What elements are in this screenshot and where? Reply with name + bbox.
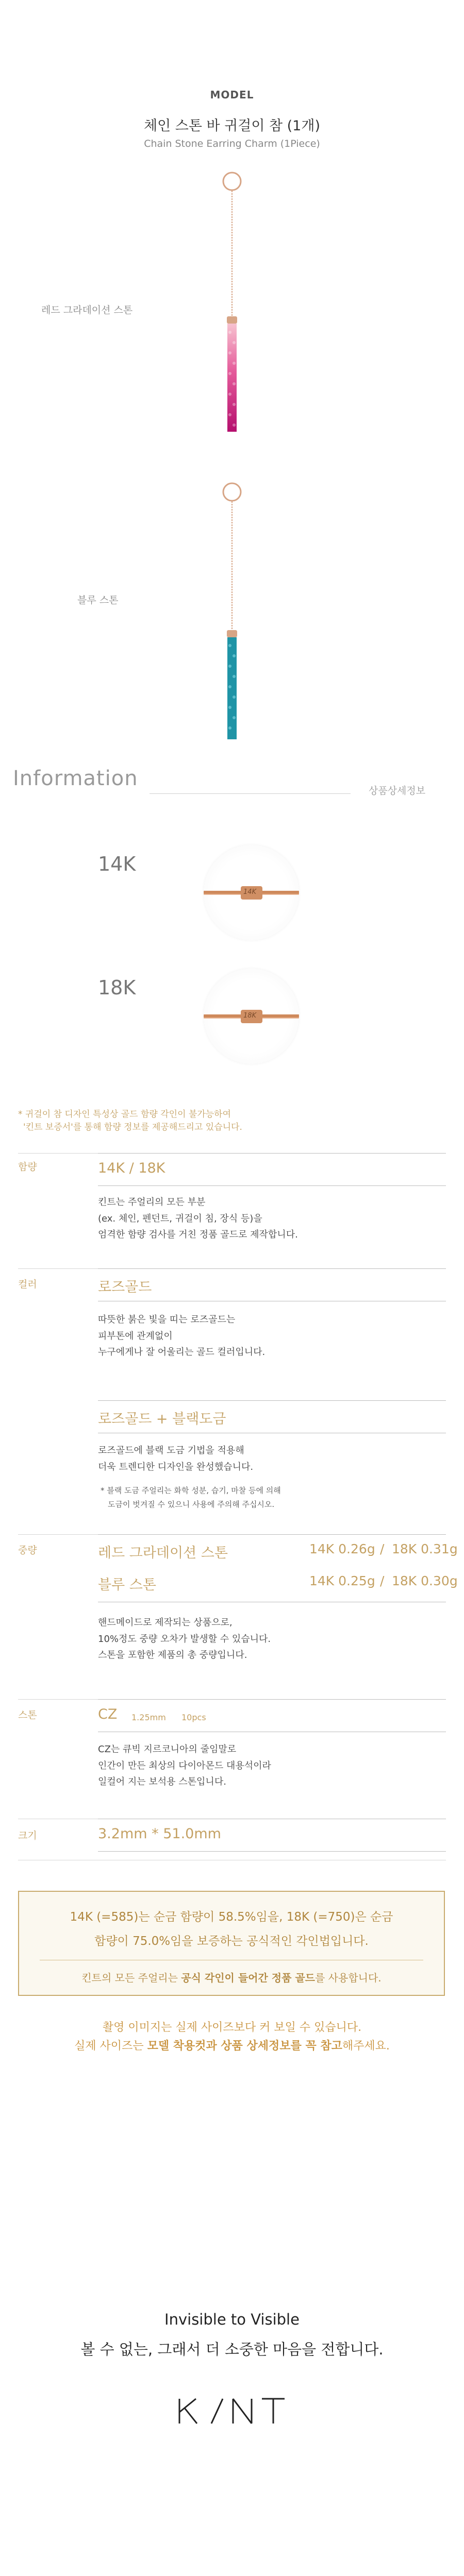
spec-color-black-note: * 블랙 도금 주얼리는 화학 성분, 습기, 마찰 등에 의해 도금이 벗겨질 수 있으니 사용에 주의해 주십시오.	[101, 1486, 281, 1509]
guarantee-line2: 함량이 75.0%임을 보증하는 공식적인 각인법입니다.	[94, 1935, 369, 1948]
information-title-rule	[150, 793, 351, 794]
engraving-notice-line2: '킨트 보증서'를 통해 함량 정보를 제공해드리고 있습니다.	[23, 1122, 242, 1132]
spec-weight-name: 블루 스톤	[98, 1577, 156, 1593]
spec-stone-value: CZ	[98, 1706, 118, 1722]
spec-label-size: 크기	[18, 1830, 37, 1841]
variant-label-red: 레드 그라데이션 스톤	[41, 304, 133, 316]
guarantee-box	[18, 1891, 445, 1996]
spec-weight-sep: /	[380, 1541, 385, 1556]
spec-color-description: 따뜻한 붉은 빛을 띠는 로즈골드는 피부톤에 관계없이 누구에게나 잘 어울리는 골드 컬러입니다.	[98, 1314, 266, 1358]
spec-stone-count: 10pcs	[181, 1713, 206, 1722]
earring-blue-image	[196, 471, 268, 739]
spec-label-weight: 중량	[18, 1545, 37, 1556]
karat-14-stamp: 14K	[243, 888, 257, 896]
spec-color-value-rosegold: 로즈골드	[98, 1279, 152, 1295]
spec-weight-14k: 14K 0.26g	[309, 1541, 375, 1556]
tagline-en: Invisible to Visible	[164, 2311, 300, 2328]
spec-stone-size: 1.25mm	[131, 1713, 166, 1722]
spec-weight-name: 레드 그라데이션 스톤	[98, 1545, 228, 1561]
product-title-en: Chain Stone Earring Charm (1Piece)	[144, 138, 320, 149]
photo-notice-line2: 실제 사이즈는 모델 착용컷과 상품 상세정보를 꼭 참고해주세요.	[74, 2040, 390, 2053]
tagline-ko: 볼 수 없는, 그래서 더 소중한 마음을 전합니다.	[80, 2341, 384, 2358]
spec-label-color: 컬러	[18, 1279, 37, 1290]
karat-14-image	[204, 845, 299, 940]
karat-18-image	[204, 969, 299, 1064]
photo-notice-line1: 촬영 이미지는 실제 사이즈보다 커 보일 수 있습니다.	[102, 2021, 362, 2034]
spec-weight-description: 핸드메이드로 제작되는 상품으로, 10%정도 중량 오차가 발생할 수 있습니다. 스톤을 포함한 제품의 총 중량입니다.	[98, 1617, 271, 1660]
karat-18-label: 18K	[98, 976, 136, 999]
guarantee-line3: 킨트의 모든 주얼리는 공식 각인이 들어간 정품 골드를 사용합니다.	[81, 1972, 382, 1984]
earring-red-gradient-image	[196, 155, 268, 438]
spec-color-black-description: 로즈골드에 블랙 도금 기법을 적용해 더욱 트렌디한 디자인을 완성했습니다.	[98, 1445, 254, 1472]
spec-size-value: 3.2mm * 51.0mm	[98, 1826, 221, 1842]
information-title: Information	[13, 767, 138, 790]
product-title: 체인 스톤 바 귀걸이 참 (1개)	[144, 118, 320, 134]
spec-purity-value: 14K / 18K	[98, 1160, 165, 1176]
spec-weight-18k: 18K 0.30g	[392, 1573, 458, 1588]
kint-logo	[175, 2396, 289, 2429]
spec-weight-14k: 14K 0.25g	[309, 1573, 375, 1588]
spec-weight-sep: /	[380, 1573, 385, 1588]
karat-18-stamp: 18K	[243, 1012, 257, 1020]
guarantee-line1: 14K (=585)는 순금 함량이 58.5%임을, 18K (=750)은 순금	[70, 1910, 393, 1924]
variant-label-blue: 블루 스톤	[77, 595, 119, 606]
spec-stone-description: CZ는 큐빅 지르코니아의 줄임말로 인간이 만든 최상의 다이아몬드 대용석이라 일컬어 지는 보석용 스톤입니다.	[98, 1744, 271, 1787]
spec-purity-description: 킨트는 주얼리의 모든 부분 (ex. 체인, 펜던트, 귀걸이 침, 장식 등)을 엄격한 함량 검사를 거친 정품 골드로 제작합니다.	[98, 1197, 298, 1240]
spec-weight-18k: 18K 0.31g	[392, 1541, 458, 1556]
spec-label-stone: 스톤	[18, 1709, 37, 1721]
karat-14-label: 14K	[98, 853, 136, 875]
spec-color-value-black: 로즈골드 + 블랙도금	[98, 1411, 226, 1427]
spec-label-purity: 함량	[18, 1161, 37, 1173]
engraving-notice-line1: * 귀걸이 참 디자인 특성상 골드 함량 각인이 불가능하여	[18, 1109, 231, 1120]
model-label: MODEL	[210, 89, 254, 101]
information-subtitle: 상품상세정보	[369, 785, 426, 796]
